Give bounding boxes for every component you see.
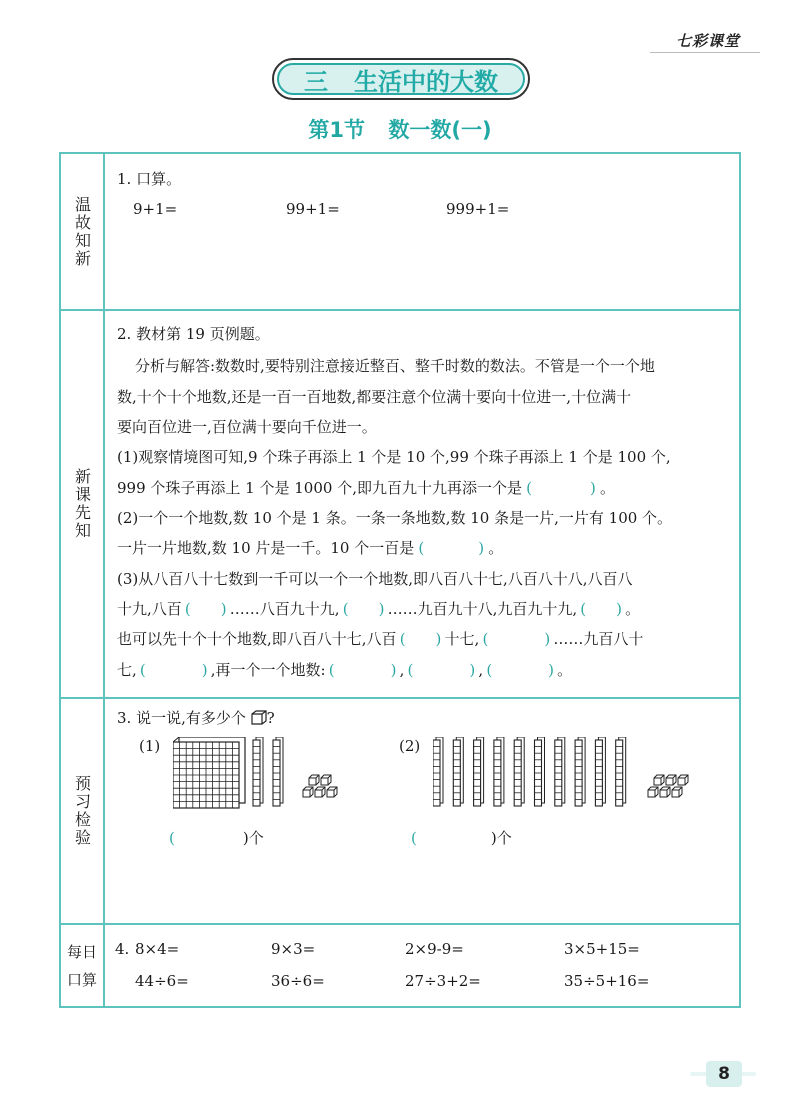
ten-rod [474, 737, 484, 806]
ten-rod [494, 737, 504, 806]
unit-cube [309, 775, 319, 785]
question-1-title: 1. 口算。 [117, 170, 182, 188]
answer-blank[interactable]: ( ) [184, 600, 227, 618]
daily-item: 44÷6= [135, 972, 189, 990]
daily-item: 27÷3+2= [405, 972, 481, 990]
row-label-cell [61, 154, 105, 309]
answer-blank[interactable]: ( ) [328, 661, 397, 679]
unit-cube-icon [251, 710, 267, 725]
unit-cube [660, 787, 670, 797]
row-preview [61, 699, 739, 925]
row-label-preview: 预习检验 [72, 775, 92, 847]
figure-1-blocks [173, 737, 363, 809]
period: 。 [557, 661, 573, 679]
row-label-cell [61, 311, 105, 697]
answer-blank[interactable]: ( ) [342, 600, 385, 618]
row-label-cell [61, 925, 105, 1006]
ten-rod [453, 737, 463, 806]
section-title [0, 114, 800, 144]
lesson-line-1: 分析与解答:数数时,要特别注意接近整百、整千时数的数法。不管是一个一个地 [135, 357, 655, 375]
answer-blank[interactable]: ( ) [526, 479, 596, 497]
ten-rod [555, 737, 565, 806]
ten-rod [273, 737, 283, 806]
chapter-title: 生活中的大数 [354, 67, 498, 96]
row-review [61, 154, 739, 311]
daily-item: 35÷5+16= [564, 972, 650, 990]
period: 。 [599, 479, 615, 497]
row-label-daily [67, 938, 97, 994]
comma: , [478, 661, 484, 679]
unit-cube [648, 787, 658, 797]
unit-cube [672, 787, 682, 797]
worksheet-table [59, 152, 741, 1008]
section-name: 数一数(一) [388, 118, 492, 142]
answer-blank[interactable]: ( ) [139, 661, 208, 679]
figure-2-answer[interactable]: ( )个 [411, 829, 512, 847]
answer-blank[interactable]: ( ) [418, 539, 485, 557]
hundred-block [173, 737, 245, 808]
daily-item: 9×3= [271, 940, 316, 958]
answer-blank[interactable]: ( ) [407, 661, 476, 679]
figure-1-answer[interactable]: ( )个 [169, 829, 264, 847]
figure-2-label: (2) [399, 737, 421, 755]
row-label-new-lesson: 新课先知 [72, 468, 92, 540]
ten-rod [595, 737, 605, 806]
question-4-number: 4. [115, 940, 130, 958]
ten-rod [575, 737, 585, 806]
row-label-cell [61, 699, 105, 923]
daily-item: 36÷6= [271, 972, 325, 990]
ten-rod [433, 737, 443, 806]
lesson-line-10-text-a: 也可以先十个十个地数,即八百八十七,八百 [117, 630, 397, 648]
ten-rod [514, 737, 524, 806]
lesson-line-7-text: 一片一片地数,数 10 片是一千。10 个一百是 [117, 539, 415, 557]
question-3-text: 3. 说一说,有多少个 [117, 709, 246, 727]
brand-logo: 七彩课堂 [676, 32, 741, 50]
question-3-title [117, 707, 275, 728]
row-label-daily-top: 每日 [66, 942, 97, 961]
unit-cube [303, 787, 313, 797]
row-daily [61, 925, 739, 1006]
review-item-3: 999+1= [446, 200, 510, 218]
answer-blank[interactable]: ( ) [399, 630, 442, 648]
row-new-lesson [61, 311, 739, 699]
chapter-number: 三 [304, 67, 328, 96]
figure-1-label: (1) [139, 737, 161, 755]
period: 。 [488, 539, 504, 557]
lesson-line-9-text-c: ……九百九十八,九百九十九, [387, 600, 578, 618]
lesson-line-2: 数,十个十个地数,还是一百一百地数,都要注意个位满十要向十位进一,十位满十 [117, 388, 632, 406]
question-2-title: 2. 教材第 19 页例题。 [117, 325, 270, 343]
lesson-line-9 [117, 598, 640, 619]
lesson-line-11-text-b: ,再一个一个地数: [210, 661, 326, 679]
lesson-line-5-text: 999 个珠子再添上 1 个是 1000 个,即九百九十九再添一个是 [117, 479, 522, 497]
unit-cube [678, 775, 688, 785]
unit-cube [321, 775, 331, 785]
row-label-daily-bottom: 口算 [66, 970, 97, 989]
unit-cube [315, 787, 325, 797]
figure-2-blocks [433, 737, 693, 809]
unit-cube [654, 775, 664, 785]
ten-rod [253, 737, 263, 806]
ten-rod [616, 737, 626, 806]
chapter-banner [272, 58, 530, 100]
lesson-line-10-text-c: ……九百八十 [553, 630, 644, 648]
lesson-line-11-text-a: 七, [117, 661, 137, 679]
ten-rod [535, 737, 545, 806]
lesson-line-7 [117, 537, 503, 558]
lesson-line-5 [117, 477, 615, 498]
answer-blank[interactable]: ( ) [580, 600, 622, 618]
answer-blank[interactable]: ( ) [486, 661, 555, 679]
chapter-banner-inner [277, 63, 525, 95]
review-item-1: 9+1= [133, 200, 178, 218]
question-mark: ? [266, 709, 275, 727]
daily-item: 8×4= [135, 940, 180, 958]
lesson-line-4: (1)观察情境图可知,9 个珠子再添上 1 个是 10 个,99 个珠子再添上 1 个是 100 个, [117, 448, 671, 466]
row-label-review: 温故知新 [72, 195, 92, 268]
lesson-line-11 [117, 659, 572, 680]
figure-2-group [433, 737, 688, 806]
lesson-line-3: 要向百位进一,百位满十要向千位进一。 [117, 418, 377, 436]
daily-item: 2×9-9= [405, 940, 464, 958]
lesson-line-9-text-b: ……八百九十九, [229, 600, 340, 618]
brand-underline [650, 52, 760, 53]
lesson-line-10-text-b: 十七, [444, 630, 480, 648]
figure-1-group [173, 737, 337, 808]
answer-blank[interactable]: ( ) [482, 630, 551, 648]
comma: , [399, 661, 405, 679]
lesson-line-10 [117, 628, 643, 649]
page-number: 8 [706, 1061, 742, 1087]
daily-item: 3×5+15= [564, 940, 640, 958]
review-item-2: 99+1= [286, 200, 340, 218]
section-number: 第1节 [308, 118, 366, 142]
lesson-line-8: (3)从八百八十七数到一千可以一个一个地数,即八百八十七,八百八十八,八百八 [117, 570, 633, 588]
lesson-line-6: (2)一个一个地数,数 10 个是 1 条。一条一条地数,数 10 条是一片,一片有 100 个。 [117, 509, 673, 527]
unit-cube [666, 775, 676, 785]
unit-cube [327, 787, 337, 797]
period: 。 [625, 600, 641, 618]
lesson-line-9-text-a: 十九,八百 [117, 600, 182, 618]
